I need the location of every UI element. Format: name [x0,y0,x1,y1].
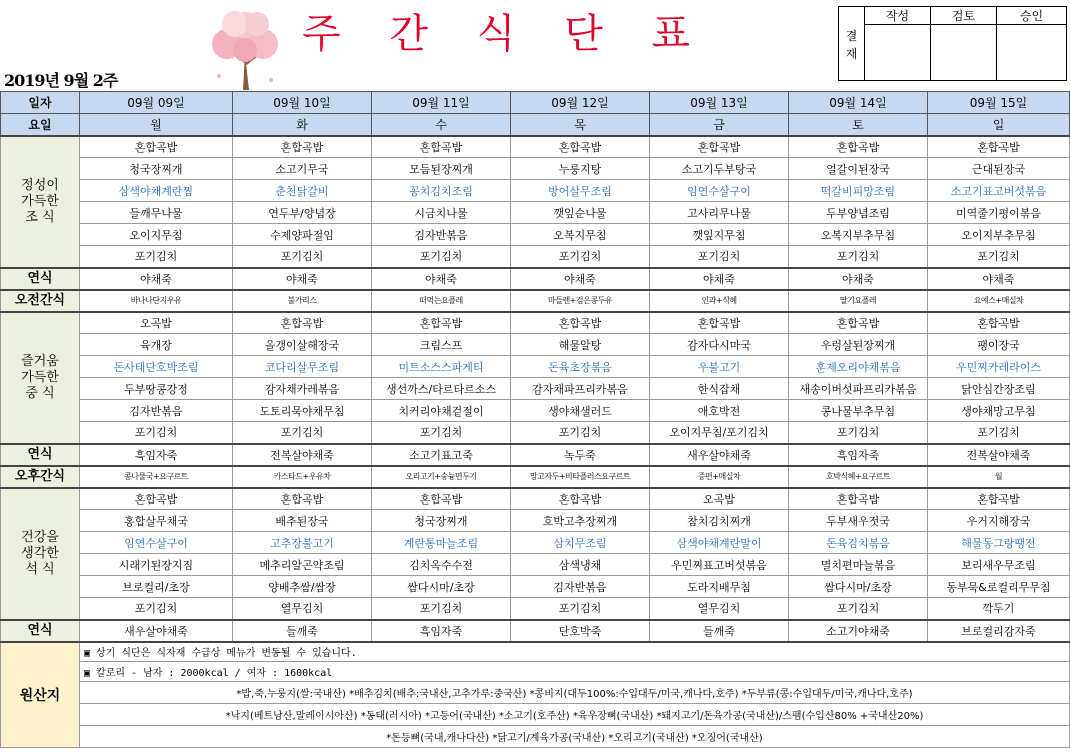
morning_snack-item[interactable]: 불가리스 [233,290,372,312]
lunch-menu-item[interactable]: 포기김치 [511,422,650,444]
date-label: 일자 [1,92,80,114]
lunch-menu-item[interactable]: 애호박전 [650,400,789,422]
dinner-soft-item[interactable]: 들깨죽 [233,620,372,642]
breakfast-menu-item[interactable]: 미역줄기평이볶음 [928,202,1070,224]
morning_snack-item[interactable]: 떠먹는요플레 [372,290,511,312]
dinner-row [1,576,1070,598]
morning_snack-item[interactable]: 요예스+매실차 [928,290,1070,312]
breakfast-soft-item[interactable]: 야채죽 [650,268,789,290]
breakfast-menu-item[interactable]: 소고기무국 [233,158,372,180]
lunch-row [1,356,1070,378]
afternoon_snack-item[interactable]: 증편+매실차 [650,466,789,488]
dinner-menu-item[interactable]: 동부묵&로컬리무무침 [928,576,1070,598]
lunch-menu-item[interactable]: 새송이버섯파프리카볶음 [789,378,928,400]
dinner-section-text: 건강을 생각한 석 식 [21,529,59,577]
lunch-menu-item[interactable]: 두부땅콩강정 [80,378,233,400]
dinner-menu-item[interactable]: 오곡밥 [650,488,789,510]
breakfast-menu-item[interactable]: 꽁치김치조림 [372,180,511,202]
dinner-menu-item[interactable]: 우거지해장국 [928,510,1070,532]
dinner-menu-item[interactable]: 멸치편마늘볶음 [789,554,928,576]
dinner-menu-item[interactable]: 쌈다시마/초장 [372,576,511,598]
approval-header-author: 작성 [865,7,931,25]
lunch-menu-item[interactable]: 포기김치 [789,422,928,444]
approval-box [838,6,1067,81]
lunch-menu-item[interactable]: 혼합곡밥 [233,312,372,334]
breakfast-menu-item[interactable]: 깻잎순나물 [511,202,650,224]
morning_snack-row [1,290,1070,312]
approval-sign-approve[interactable] [997,25,1067,81]
afternoon_snack-label: 오후간식 [1,466,80,488]
breakfast-soft-item[interactable]: 야채죽 [928,268,1070,290]
lunch-menu-item[interactable]: 올갱이살해장국 [233,334,372,356]
dinner-menu-item[interactable]: 우민찌표고버섯볶음 [650,554,789,576]
dinner-menu-item[interactable]: 브로컬리/초장 [80,576,233,598]
morning_snack-item[interactable]: 딸기요플레 [789,290,928,312]
date-cell: 09월 15일 [928,92,1070,114]
breakfast-menu-item[interactable]: 포기김치 [80,246,233,268]
dinner-menu-item[interactable]: 삼색야채계란말이 [650,532,789,554]
lunch-menu-item[interactable]: 포기김치 [80,422,233,444]
breakfast-menu-item[interactable]: 근대된장국 [928,158,1070,180]
date-cell: 09월 10일 [233,92,372,114]
lunch-menu-item[interactable]: 오곡밥 [80,312,233,334]
blossom-tree-icon [205,6,285,90]
afternoon_snack-item[interactable]: 콩나물국+요구르트 [80,466,233,488]
lunch-menu-item[interactable]: 혼합곡밥 [928,312,1070,334]
lunch-row [1,334,1070,356]
dinner-soft-item[interactable]: 소고기야채죽 [789,620,928,642]
lunch-menu-item[interactable]: 닭안심간장조림 [928,378,1070,400]
lunch-menu-item[interactable]: 포기김치 [372,422,511,444]
breakfast-menu-item[interactable]: 김자반볶음 [372,224,511,246]
dinner-menu-item[interactable]: 열무김치 [650,598,789,620]
day-cell: 수 [372,114,511,136]
afternoon_snack-item[interactable]: 호박식혜+요구르트 [789,466,928,488]
origin-line: *돈등뼈(국내,캐나다산) *닭고기/계육가공(국내산) *오리고기(국내산) *오징어(국내산) [80,726,1070,748]
day-cell: 화 [233,114,372,136]
breakfast-menu-item[interactable]: 포기김치 [789,246,928,268]
dinner-soft-item[interactable]: 브로컬리감자죽 [928,620,1070,642]
day-label: 요일 [1,114,80,136]
lunch-menu-item[interactable]: 혼합곡밥 [650,312,789,334]
afternoon_snack-row [1,466,1070,488]
dinner-menu-item[interactable]: 포기김치 [789,598,928,620]
origin-note-row [1,662,1070,682]
lunch-menu-item[interactable]: 감자채파프리카볶음 [511,378,650,400]
page-header [0,0,1070,92]
dinner-menu-item[interactable]: 메추리알곤약조림 [233,554,372,576]
breakfast-soft-item[interactable]: 야채죽 [511,268,650,290]
dinner-menu-item[interactable]: 삼치무조림 [511,532,650,554]
breakfast-menu-item[interactable]: 얼갈이된장국 [789,158,928,180]
lunch-soft-item[interactable]: 소고기표고죽 [372,444,511,466]
breakfast-menu-item[interactable]: 수제양파절임 [233,224,372,246]
breakfast-menu-item[interactable]: 혼합곡밥 [80,136,233,158]
lunch-menu-item[interactable]: 생야채샐러드 [511,400,650,422]
lunch-menu-item[interactable]: 혼합곡밥 [789,312,928,334]
breakfast-menu-item[interactable]: 고사리무나물 [650,202,789,224]
lunch-menu-item[interactable]: 돈육초장볶음 [511,356,650,378]
dinner-section-label [1,488,80,620]
lunch-menu-item[interactable]: 돈사태단호박조림 [80,356,233,378]
lunch-menu-item[interactable]: 생선까스/타르타르소스 [372,378,511,400]
breakfast-row [1,246,1070,268]
breakfast-menu-item[interactable]: 누룽지탕 [511,158,650,180]
dinner-menu-item[interactable]: 돈육김치볶음 [789,532,928,554]
lunch-row [1,400,1070,422]
lunch-soft-item[interactable]: 흑임자죽 [789,444,928,466]
dinner-menu-item[interactable]: 삼색냉채 [511,554,650,576]
lunch-menu-item[interactable]: 크림스프 [372,334,511,356]
origin-line-row [1,726,1070,748]
dinner-row [1,554,1070,576]
dinner-menu-item[interactable]: 쌈다시마/초장 [789,576,928,598]
origin-label: 원산지 [1,642,80,748]
breakfast-menu-item[interactable]: 두부양념조림 [789,202,928,224]
origin-note-row [1,642,1070,662]
lunch-menu-item[interactable]: 한식잡채 [650,378,789,400]
dinner-menu-item[interactable]: 해물동그랑땡전 [928,532,1070,554]
approval-header-approve: 승인 [997,7,1067,25]
dinner-menu-item[interactable]: 참치김치찌개 [650,510,789,532]
dinner-row [1,598,1070,620]
dinner-row [1,510,1070,532]
week-label: 2019년 9월 2주 [4,71,118,90]
lunch-menu-item[interactable]: 육개장 [80,334,233,356]
lunch-menu-item[interactable]: 우민찌카레라이스 [928,356,1070,378]
dinner-menu-item[interactable]: 임연수살구이 [80,532,233,554]
date-cell: 09월 12일 [511,92,650,114]
breakfast-menu-item[interactable]: 소고기두부탕국 [650,158,789,180]
lunch-menu-item[interactable]: 포기김치 [233,422,372,444]
day-cell: 월 [80,114,233,136]
dinner-menu-item[interactable]: 계란통마늘조림 [372,532,511,554]
dinner-menu-item[interactable]: 양배추쌈/쌈장 [233,576,372,598]
dinner-menu-item[interactable]: 포기김치 [511,598,650,620]
afternoon_snack-item[interactable]: 오리고기+숭늉면두기 [372,466,511,488]
lunch-section-text: 즐거움 가득한 중 식 [21,353,59,401]
breakfast-menu-item[interactable]: 청국장찌개 [80,158,233,180]
morning_snack-label: 오전간식 [1,290,80,312]
origin-note: ▣ 상기 식단은 식자재 수급상 메뉴가 변동될 수 있습니다. [80,642,1070,662]
breakfast-soft-row [1,268,1070,290]
breakfast-menu-item[interactable]: 포기김치 [650,246,789,268]
lunch-soft-item[interactable]: 녹두죽 [511,444,650,466]
dinner-menu-item[interactable]: 청국장찌개 [372,510,511,532]
lunch-menu-item[interactable]: 혼합곡밥 [372,312,511,334]
lunch-menu-item[interactable]: 해물알탕 [511,334,650,356]
lunch-menu-item[interactable]: 생야채망고무침 [928,400,1070,422]
breakfast-soft-item[interactable]: 야채죽 [80,268,233,290]
breakfast-row [1,224,1070,246]
breakfast-menu-item[interactable]: 포기김치 [511,246,650,268]
lunch-row [1,378,1070,400]
date-cell: 09월 13일 [650,92,789,114]
breakfast-menu-item[interactable]: 연두부/양념장 [233,202,372,224]
lunch-soft-item[interactable]: 전복살야채죽 [233,444,372,466]
dinner-menu-item[interactable]: 열무김치 [233,598,372,620]
lunch-menu-item[interactable]: 코다리살무조림 [233,356,372,378]
breakfast-section-label [1,136,80,268]
lunch-menu-item[interactable]: 도토리묵야채무침 [233,400,372,422]
lunch-menu-item[interactable]: 혼합곡밥 [511,312,650,334]
breakfast-row [1,202,1070,224]
date-cell: 09월 14일 [789,92,928,114]
approval-sign-review[interactable] [931,25,997,81]
origin-line-row [1,704,1070,726]
approval-header-review: 검토 [931,7,997,25]
breakfast-menu-item[interactable]: 포기김치 [372,246,511,268]
lunch-soft-label: 연식 [1,444,80,466]
origin-note: ▣ 칼로리 - 남자 : 2000kcal / 여자 : 1600kcal [80,662,1070,682]
lunch-row [1,312,1070,334]
origin-line-row [1,682,1070,704]
breakfast-menu-item[interactable]: 오복지부추무침 [789,224,928,246]
breakfast-menu-item[interactable]: 오이지부추무침 [928,224,1070,246]
afternoon_snack-item[interactable]: 월 [928,466,1070,488]
dinner-soft-row [1,620,1070,642]
dinner-menu-item[interactable]: 호박고추장찌개 [511,510,650,532]
dinner-soft-label: 연식 [1,620,80,642]
lunch-soft-item[interactable]: 새우살야채죽 [650,444,789,466]
afternoon_snack-item[interactable]: 카스타드+우유차 [233,466,372,488]
dinner-row [1,532,1070,554]
dinner-menu-item[interactable]: 포기김치 [372,598,511,620]
day-cell: 목 [511,114,650,136]
day-cell: 토 [789,114,928,136]
breakfast-soft-item[interactable]: 야채죽 [789,268,928,290]
lunch-row [1,422,1070,444]
day-row [1,114,1070,136]
breakfast-menu-item[interactable]: 삼색야채계란찜 [80,180,233,202]
lunch-menu-item[interactable]: 우불고기 [650,356,789,378]
breakfast-section-text: 정성이 가득한 조 식 [21,177,59,225]
breakfast-menu-item[interactable]: 춘천닭갈비 [233,180,372,202]
lunch-menu-item[interactable]: 감자다시마국 [650,334,789,356]
lunch-menu-item[interactable]: 포기김치 [928,422,1070,444]
lunch-menu-item[interactable]: 팽이장국 [928,334,1070,356]
page-title: 주 간 식 단 표 [302,11,709,57]
dinner-menu-item[interactable]: 시래기된장지짐 [80,554,233,576]
menu-table [0,91,1070,748]
lunch-soft-item[interactable]: 흑임자죽 [80,444,233,466]
date-cell: 09월 11일 [372,92,511,114]
dinner-row [1,488,1070,510]
dinner-soft-item[interactable]: 흑임자죽 [372,620,511,642]
dinner-menu-item[interactable]: 보리새우무조림 [928,554,1070,576]
lunch-menu-item[interactable]: 콩나물부추무침 [789,400,928,422]
dinner-menu-item[interactable]: 홍합살무채국 [80,510,233,532]
day-cell: 일 [928,114,1070,136]
breakfast-menu-item[interactable]: 혼합곡밥 [928,136,1070,158]
breakfast-menu-item[interactable]: 떡갈비피망조림 [789,180,928,202]
dinner-soft-item[interactable]: 단호박죽 [511,620,650,642]
dinner-menu-item[interactable]: 혼합곡밥 [511,488,650,510]
lunch-section-label [1,312,80,444]
dinner-menu-item[interactable]: 고추장불고기 [233,532,372,554]
breakfast-menu-item[interactable]: 오복지무침 [511,224,650,246]
dinner-menu-item[interactable]: 혼합곡밥 [928,488,1070,510]
lunch-soft-row [1,444,1070,466]
lunch-menu-item[interactable]: 감자채카레볶음 [233,378,372,400]
breakfast-menu-item[interactable]: 포기김치 [233,246,372,268]
breakfast-soft-label: 연식 [1,268,80,290]
morning_snack-item[interactable]: 바나나단지우유 [80,290,233,312]
lunch-menu-item[interactable]: 김자반볶음 [80,400,233,422]
breakfast-menu-item[interactable]: 오이지무침 [80,224,233,246]
breakfast-menu-item[interactable]: 혼합곡밥 [511,136,650,158]
dinner-soft-item[interactable]: 들깨죽 [650,620,789,642]
date-row [1,92,1070,114]
afternoon_snack-item[interactable]: 망고자두+비타플러스요구르트 [511,466,650,488]
breakfast-menu-item[interactable]: 포기김치 [928,246,1070,268]
breakfast-menu-item[interactable]: 시금치나물 [372,202,511,224]
breakfast-menu-item[interactable]: 방어살무조림 [511,180,650,202]
lunch-menu-item[interactable]: 훈제오리야채볶음 [789,356,928,378]
breakfast-menu-item[interactable]: 혼합곡밥 [233,136,372,158]
breakfast-menu-item[interactable]: 혼합곡밥 [789,136,928,158]
approval-label: 결 재 [839,7,865,81]
lunch-menu-item[interactable]: 치커리야채겉절이 [372,400,511,422]
origin-line: *낙지(베트남산,말레이시아산) *동태(러시아) *고등어(국내산) *소고기(호주산) *육우장뼈(국내산) *돼지고기/돈육가공(국내산)/스팸(수입산80% +국내산20%) [80,704,1070,726]
morning_snack-item[interactable]: 마들렌+검은콩두유 [511,290,650,312]
breakfast-row [1,180,1070,202]
dinner-soft-item[interactable]: 새우살야채죽 [80,620,233,642]
breakfast-menu-item[interactable]: 깻잎지무침 [650,224,789,246]
dinner-menu-item[interactable]: 김치옥수수전 [372,554,511,576]
lunch-soft-item[interactable]: 전복살야채죽 [928,444,1070,466]
breakfast-menu-item[interactable]: 임연수살구이 [650,180,789,202]
breakfast-soft-item[interactable]: 야채죽 [372,268,511,290]
lunch-menu-item[interactable]: 미트소스스파게티 [372,356,511,378]
day-cell: 금 [650,114,789,136]
breakfast-menu-item[interactable]: 소고기표고버섯볶음 [928,180,1070,202]
date-cell: 09월 09일 [80,92,233,114]
dinner-menu-item[interactable]: 김자반볶음 [511,576,650,598]
breakfast-soft-item[interactable]: 야채죽 [233,268,372,290]
dinner-menu-item[interactable]: 혼합곡밥 [372,488,511,510]
dinner-menu-item[interactable]: 배추된장국 [233,510,372,532]
dinner-menu-item[interactable]: 깍두기 [928,598,1070,620]
lunch-menu-item[interactable]: 오이지무침/포기김치 [650,422,789,444]
breakfast-menu-item[interactable]: 모듬된장찌개 [372,158,511,180]
dinner-menu-item[interactable]: 두부새우젓국 [789,510,928,532]
breakfast-menu-item[interactable]: 혼합곡밥 [650,136,789,158]
breakfast-row [1,136,1070,158]
breakfast-menu-item[interactable]: 들깨무나물 [80,202,233,224]
morning_snack-item[interactable]: 인과+식혜 [650,290,789,312]
approval-sign-author[interactable] [865,25,931,81]
dinner-menu-item[interactable]: 혼합곡밥 [789,488,928,510]
origin-line: *밥,죽,누룽지(쌀:국내산) *배추김치(배추:국내산,고추가루:중국산) *콩비지(대두100%:수입대두/미국,캐나다,호주) *두부류(콩:수입대두/미국,캐나다,호주) [80,682,1070,704]
dinner-menu-item[interactable]: 혼합곡밥 [80,488,233,510]
breakfast-row [1,158,1070,180]
breakfast-menu-item[interactable]: 혼합곡밥 [372,136,511,158]
lunch-menu-item[interactable]: 우렁살된장찌개 [789,334,928,356]
dinner-menu-item[interactable]: 혼합곡밥 [233,488,372,510]
dinner-menu-item[interactable]: 도라지배무침 [650,576,789,598]
dinner-menu-item[interactable]: 포기김치 [80,598,233,620]
